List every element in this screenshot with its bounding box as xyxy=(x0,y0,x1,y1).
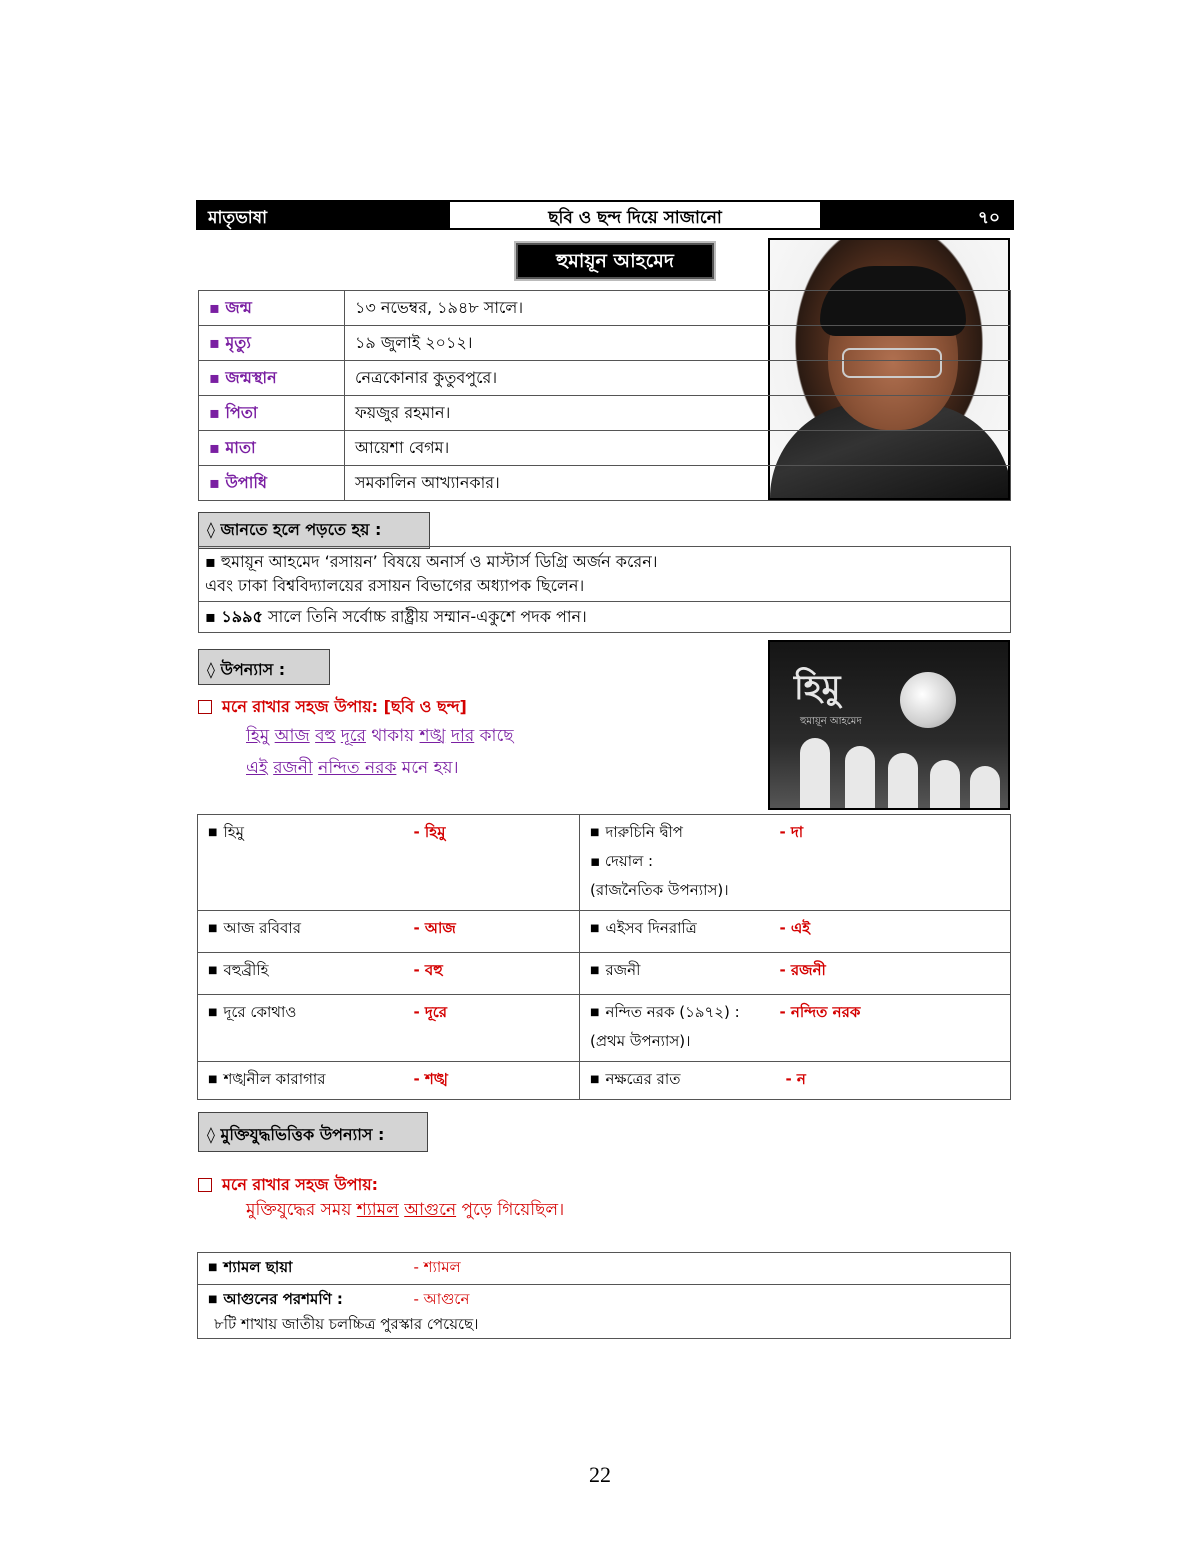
book-cover-title: হিমু xyxy=(794,668,841,708)
table-row: ■ আগুনের পরশমণি : - আগুনে ৮টি শাখায় জাতীয় চলচ্চিত্র পুরস্কার পেয়েছে। xyxy=(198,1284,1010,1338)
moon-icon xyxy=(900,672,956,728)
liberation-rhyme: মুক্তিযুদ্ধের সময় শ্যামল আগুনে পুড়ে গিয়েছিল। xyxy=(246,1200,565,1220)
page-header xyxy=(196,200,1014,230)
info-row-title: ▪ উপাধি সমকালিন আখ্যানকার। xyxy=(199,466,1011,501)
himu-book-cover xyxy=(768,640,1010,810)
table-row: ■ বহুব্রীহি - বহু ■ রজনী - রজনী xyxy=(198,953,1011,995)
must-know-box xyxy=(198,546,1011,633)
copy-icon xyxy=(198,1178,212,1192)
header-chapter-number: ৭০ xyxy=(822,202,1012,228)
novels-rhyme-line-2: এই রজনী নন্দিত নরক মনে হয়। xyxy=(246,758,459,778)
table-row: ■ শ্যামল ছায়া - শ্যামল xyxy=(208,1258,461,1276)
author-info-table xyxy=(198,290,1011,501)
liberation-novels-table xyxy=(197,1252,1011,1339)
page-number: 22 xyxy=(589,1462,611,1487)
header-title: ছবি ও ছন্দ দিয়ে সাজানো xyxy=(448,202,822,228)
table-row: ■ দূরে কোথাও - দূরে ■ নন্দিত নরক (১৯৭২) : - নন্দিত নরক (প্রথম উপন্যাস)। xyxy=(198,995,1011,1062)
copy-icon xyxy=(198,700,212,714)
info-row-death: ▪ মৃত্যু ১৯ জুলাই ২০১২। xyxy=(199,326,1011,361)
liberation-novels-heading: ◊ মুক্তিযুদ্ধভিত্তিক উপন্যাস : xyxy=(198,1112,428,1152)
author-name: হুমায়ূন আহমেদ xyxy=(516,243,714,279)
must-know-item-2: ▪ ১৯৯৫ সালে তিনি সর্বোচ্চ রাষ্ট্রীয় সম্মান-একুশে পদক পান। xyxy=(199,601,1010,632)
info-row-birth: ▪ জন্ম ১৩ নভেম্বর, ১৯৪৮ সালে। xyxy=(199,291,1011,326)
table-row: ■ আজ রবিবার - আজ ■ এইসব দিনরাত্রি - এই xyxy=(198,911,1011,953)
novels-rhyme-line-1: হিমু আজ বহু দূরে থাকায় শঙ্খ দার কাছে xyxy=(246,726,514,746)
novels-table xyxy=(197,814,1011,1100)
novels-heading: ◊ উপন্যাস : xyxy=(198,649,330,685)
must-know-heading: ◊ জানতে হলে পড়তে হয় : xyxy=(198,512,430,549)
info-row-father: ▪ পিতা ফয়জুর রহমান। xyxy=(199,396,1011,431)
must-know-item-1: ▪ হুমায়ূন আহমেদ ‘রসায়ন’ বিষয়ে অনার্স ও মাস্টার্স ডিগ্রি অর্জন করেন। এবং ঢাকা বিশ্ববিদ্যালয়ের রসায়ন বিভাগের অধ্যাপক ছিলেন। xyxy=(205,552,658,595)
book-cover-author: হুমায়ূন আহমেদ xyxy=(800,716,862,727)
novels-mnemonic-hint: মনে রাখার সহজ উপায়: [ছবি ও ছন্দ] xyxy=(198,694,467,721)
table-row: ■ হিমু - হিমু ■ দারুচিনি দ্বীপ - দা ▪ দেয়াল : (রাজনৈতিক উপন্যাস)। xyxy=(198,815,1011,911)
info-row-mother: ▪ মাতা আয়েশা বেগম। xyxy=(199,431,1011,466)
info-row-birthplace: ▪ জন্মস্থান নেত্রকোনার কুতুবপুরে। xyxy=(199,361,1011,396)
header-subject: মাতৃভাষা xyxy=(198,202,448,228)
table-row: ■ শঙ্খনীল কারাগার - শঙ্খ ■ নক্ষত্রের রাত - ন xyxy=(198,1062,1011,1100)
liberation-mnemonic-hint: মনে রাখার সহজ উপায়: xyxy=(198,1172,378,1199)
